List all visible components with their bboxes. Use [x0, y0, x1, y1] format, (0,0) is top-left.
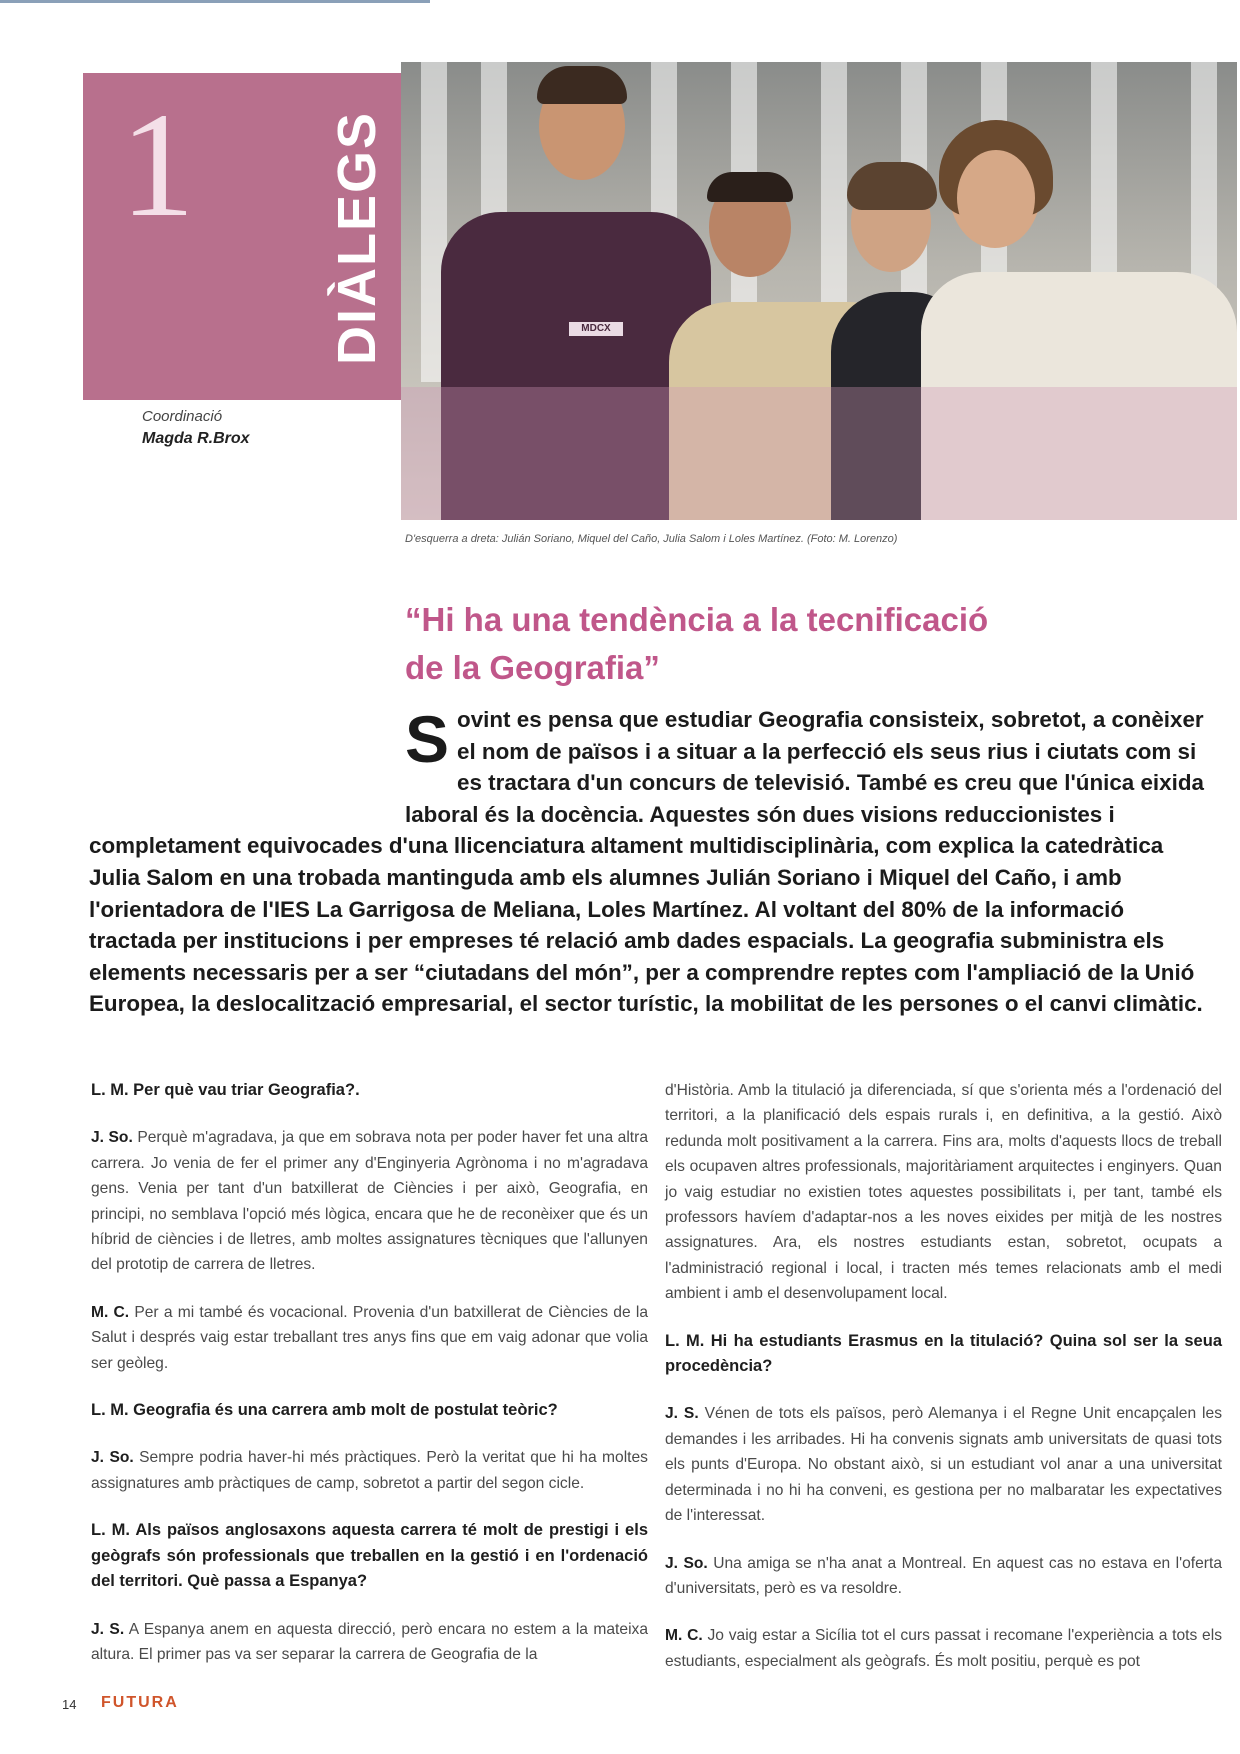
coordinator-name: Magda R.Brox — [142, 430, 250, 447]
person-hair — [537, 66, 627, 104]
answer-text: Perquè m'agradava, ja que em sobrava nota per poder haver fet una altra carrera. Jo venia de fer el primer any d'Enginyeria Agrònoma i no m'agradava gens. Venia per tant d'un batxillerat de Ciències i per això, Geografia, en principi, no semblava l'opció més lògica, encara que he de reconèixer que és un híbrid de ciències i de lletres, amb moltes assignatures tècniques que l'allunyen del prototip de carrera de lletres. — [91, 1129, 648, 1274]
interview-question: L. M. Hi ha estudiants Erasmus en la titulació? Quina sol ser la seua procedència? — [665, 1331, 1222, 1376]
section-label: DIÀLEGS — [327, 110, 387, 365]
speaker-initials: J. So. — [91, 1449, 134, 1467]
person-face — [957, 150, 1035, 246]
section-number: 1 — [120, 82, 195, 248]
magazine-name: FUTURA — [101, 1694, 179, 1711]
interview-answer — [91, 1300, 648, 1376]
speaker-initials: J. So. — [665, 1554, 708, 1572]
article-headline — [405, 596, 1165, 692]
speaker-initials: J. So. — [91, 1129, 133, 1147]
interview-question: L. M. Per què vau triar Geografia?. — [91, 1081, 360, 1099]
answer-text: Vénen de tots els països, però Alemanya i el Regne Unit encapçalen les demandes i les arribades. Hi ha convenis signats amb universitats de quasi tots els punts d'Europa. No obstant això, si un estudiant vol anar a una universitat determinada i no hi ha conveni, es gestiona per no malbaratar les expectatives de l'interessat. — [665, 1405, 1222, 1525]
speaker-initials: J. S. — [91, 1620, 125, 1638]
answer-text: Per a mi també és vocacional. Provenia d'un batxillerat de Ciències de la Salut i després vaig estar treballant tres anys fins que em vaig adonar que volia ser geòleg. — [91, 1303, 648, 1372]
photo-caption: D'esquerra a dreta: Julián Soriano, Miquel del Caño, Julia Salom i Loles Martínez. (Foto: M. Lorenzo) — [405, 533, 898, 545]
right-column — [665, 1078, 1222, 1674]
answer-text: Una amiga se n'ha anat a Montreal. En aquest cas no estava en l'oferta d'universitats, però es va resoldre. — [665, 1554, 1222, 1597]
top-rule — [0, 0, 430, 3]
speaker-initials: M. C. — [665, 1627, 703, 1645]
drop-cap: S — [405, 702, 450, 776]
speaker-initials: M. C. — [91, 1303, 130, 1321]
answer-text: Jo vaig estar a Sicília tot el curs passat i recomane l'experiència a tots els estudiants, especialment als geògrafs. És molt positiu, perquè es pot — [665, 1627, 1222, 1670]
photo-pink-band — [401, 387, 1237, 520]
left-column — [91, 1078, 648, 1667]
interview-answer-continued: d'Història. Amb la titulació ja diferenciada, sí que s'orienta més a l'ordenació del territori, a la planificació dels espais rurals i, en definitiva, a la gestió. Això redunda molt positivament a la carrera. Fins ara, molts d'aquests llocs de treball els ocupaven altres professionals, majoritàriament arquitectes i enginyers. Quan jo vaig estudiar no existien totes aquestes possibilitats i, per tant, també els professors havíem d'adaptar-nos a les noves eixides per mitjà de les nostres assignatures. Ara, els nostres estudiants estan, sobretot, ocupats a l'administració regional i local, i tracten més temes relacionats amb el medi ambient i amb el desenvolupament local. — [665, 1082, 1222, 1303]
person-hair — [707, 172, 793, 202]
headline-line: “Hi ha una tendència a la tecnificació — [405, 601, 989, 638]
answer-text: A Espanya anem en aquesta direcció, però encara no estem a la mateixa altura. El primer pas va ser separar la carrera de Geografia de la — [91, 1620, 648, 1663]
page-number: 14 — [62, 1697, 77, 1712]
interview-answer — [91, 1445, 648, 1496]
interview-question: L. M. Geografia és una carrera amb molt de postulat teòric? — [91, 1401, 558, 1420]
answer-text: Sempre podria haver-hi més pràctiques. Però la veritat que hi ha moltes assignatures amb pràctiques de camp, sobretot a partir del segon cicle. — [91, 1449, 648, 1492]
lead-indent-spacer — [89, 704, 405, 830]
group-photo — [401, 62, 1237, 520]
lead-text: ovint es pensa que estudiar Geografia consisteix, sobretot, a conèixer el nom de països i a situar a la perfecció els seus rius i ciutats com si es tractara d'un concurs de televisió. També es creu que l'única eixida laboral és la docència. Aquestes són dues visions reduccionistes i completament equivocades d'una llicenciatura altament multidisciplinària, com explica la catedràtica Julia Salom en una trobada mantinguda amb els alumnes Julián Soriano i Miquel del Caño, i amb l'orientadora de l'IES La Garrigosa de Meliana, Loles Martínez. Al voltant del 80% de la informació tractada per institucions i per empreses té relació amb dades espacials. La geografia subministra els elements necessaris per a ser “ciutadans del món”, per a comprendre reptes com l'ampliació de la Unió Europea, la deslocalització empresarial, el sector turístic, la mobilitat de les persones o el canvi climàtic. — [89, 707, 1204, 1017]
coordination-label: Coordinació — [142, 408, 223, 425]
interview-question: L. M. Als països anglosaxons aquesta carrera té molt de prestigi i els geògrafs són professionals que treballen en la gestió i en l'ordenació del territori. Què passa a Espanya? — [91, 1521, 648, 1591]
interview-answer — [665, 1623, 1222, 1674]
interview-answer — [665, 1551, 1222, 1602]
shirt-print: MDCX — [569, 322, 623, 336]
headline-line: de la Geografia” — [405, 649, 660, 686]
lead-paragraph — [89, 704, 1213, 1020]
interview-answer — [665, 1401, 1222, 1528]
interview-answer — [91, 1617, 648, 1668]
person-hair — [847, 162, 937, 210]
speaker-initials: J. S. — [665, 1405, 699, 1423]
interview-answer — [91, 1125, 648, 1277]
